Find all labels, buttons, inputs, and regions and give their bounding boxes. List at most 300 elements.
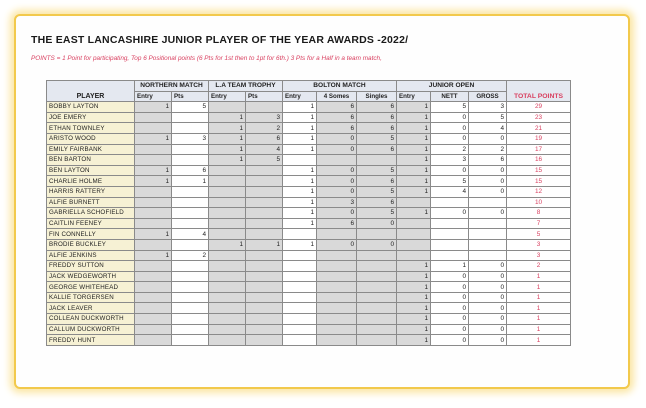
score-cell bbox=[209, 197, 246, 208]
score-cell: 0 bbox=[431, 292, 469, 303]
player-name-cell: HARRIS RATTERY bbox=[47, 186, 135, 197]
total-points-cell: 1 bbox=[507, 314, 571, 325]
score-cell: 1 bbox=[209, 112, 246, 123]
total-points-cell: 10 bbox=[507, 197, 571, 208]
score-cell: 0 bbox=[469, 186, 507, 197]
table-row bbox=[47, 186, 571, 197]
score-cell bbox=[317, 335, 357, 346]
score-cell: 1 bbox=[283, 112, 317, 123]
table-row bbox=[47, 271, 571, 282]
score-cell: 5 bbox=[246, 155, 283, 166]
score-cell bbox=[209, 165, 246, 176]
total-points-cell: 1 bbox=[507, 303, 571, 314]
player-name-cell: CAITLIN FEENEY bbox=[47, 218, 135, 229]
score-cell: 0 bbox=[469, 133, 507, 144]
table-row bbox=[47, 208, 571, 219]
score-cell bbox=[357, 314, 397, 325]
score-cell bbox=[172, 303, 209, 314]
score-cell bbox=[135, 155, 172, 166]
score-cell bbox=[469, 250, 507, 261]
score-cell: 0 bbox=[317, 239, 357, 250]
score-cell: 1 bbox=[283, 123, 317, 134]
player-name-cell: FREDDY SUTTON bbox=[47, 261, 135, 272]
player-name-cell: JOE EMERY bbox=[47, 112, 135, 123]
score-cell: 1 bbox=[283, 208, 317, 219]
score-cell: 6 bbox=[357, 102, 397, 113]
sub-header: NETT bbox=[431, 91, 469, 102]
table-row bbox=[47, 250, 571, 261]
score-cell bbox=[317, 271, 357, 282]
score-cell bbox=[283, 335, 317, 346]
score-cell bbox=[135, 261, 172, 272]
score-cell bbox=[317, 324, 357, 335]
score-cell: 0 bbox=[469, 335, 507, 346]
score-cell bbox=[283, 314, 317, 325]
score-cell bbox=[172, 314, 209, 325]
score-cell bbox=[357, 271, 397, 282]
table-row bbox=[47, 144, 571, 155]
score-cell: 6 bbox=[469, 155, 507, 166]
score-cell: 6 bbox=[357, 123, 397, 134]
score-cell bbox=[246, 303, 283, 314]
total-points-cell: 3 bbox=[507, 239, 571, 250]
score-cell bbox=[246, 218, 283, 229]
sub-header: Entry bbox=[283, 91, 317, 102]
total-points-cell: 15 bbox=[507, 176, 571, 187]
score-cell: 0 bbox=[317, 208, 357, 219]
total-points-cell: 1 bbox=[507, 292, 571, 303]
score-cell: 6 bbox=[317, 112, 357, 123]
score-cell: 0 bbox=[469, 261, 507, 272]
score-cell: 5 bbox=[357, 133, 397, 144]
score-cell bbox=[209, 324, 246, 335]
score-cell: 1 bbox=[397, 303, 431, 314]
player-name-cell: BEN BARTON bbox=[47, 155, 135, 166]
sub-header: Pts bbox=[246, 91, 283, 102]
score-cell bbox=[135, 335, 172, 346]
score-cell: 0 bbox=[317, 176, 357, 187]
table-row bbox=[47, 314, 571, 325]
table-body bbox=[47, 102, 571, 346]
score-cell bbox=[317, 314, 357, 325]
score-cell bbox=[172, 335, 209, 346]
score-cell bbox=[135, 271, 172, 282]
awards-table bbox=[46, 80, 571, 346]
player-name-cell: CALLUM DUCKWORTH bbox=[47, 324, 135, 335]
score-cell: 6 bbox=[357, 112, 397, 123]
score-cell bbox=[209, 218, 246, 229]
score-cell bbox=[172, 144, 209, 155]
score-cell: 0 bbox=[469, 176, 507, 187]
score-cell: 1 bbox=[283, 176, 317, 187]
score-cell bbox=[397, 218, 431, 229]
player-name-cell: COLLEAN DUCKWORTH bbox=[47, 314, 135, 325]
score-cell: 5 bbox=[431, 102, 469, 113]
score-cell: 1 bbox=[397, 165, 431, 176]
header-total-points: TOTAL POINTS bbox=[507, 81, 571, 102]
score-cell bbox=[209, 303, 246, 314]
sub-header: Entry bbox=[397, 91, 431, 102]
score-cell: 1 bbox=[397, 292, 431, 303]
score-cell bbox=[172, 282, 209, 293]
table-row bbox=[47, 303, 571, 314]
score-cell: 1 bbox=[397, 314, 431, 325]
score-cell: 1 bbox=[397, 102, 431, 113]
document-title: THE EAST LANCASHIRE JUNIOR PLAYER OF THE YEAR AWARDS -2022/ bbox=[31, 34, 409, 46]
score-cell bbox=[357, 292, 397, 303]
score-cell: 5 bbox=[469, 112, 507, 123]
score-cell: 2 bbox=[431, 144, 469, 155]
score-cell bbox=[283, 292, 317, 303]
score-cell bbox=[469, 229, 507, 240]
score-cell bbox=[246, 324, 283, 335]
score-cell: 0 bbox=[317, 165, 357, 176]
header-la-team-trophy: L.A TEAM TROPHY bbox=[209, 81, 283, 92]
score-cell: 1 bbox=[283, 133, 317, 144]
score-cell bbox=[209, 229, 246, 240]
score-cell bbox=[357, 261, 397, 272]
score-cell: 6 bbox=[172, 165, 209, 176]
score-cell: 1 bbox=[397, 176, 431, 187]
player-name-cell: JACK WEDGEWORTH bbox=[47, 271, 135, 282]
score-cell bbox=[431, 250, 469, 261]
score-cell bbox=[209, 208, 246, 219]
score-cell bbox=[135, 282, 172, 293]
score-cell: 3 bbox=[317, 197, 357, 208]
sub-header: GROSS bbox=[469, 91, 507, 102]
player-name-cell: FREDDY HUNT bbox=[47, 335, 135, 346]
score-cell: 2 bbox=[246, 123, 283, 134]
table-row bbox=[47, 165, 571, 176]
score-cell bbox=[246, 335, 283, 346]
score-cell bbox=[246, 282, 283, 293]
score-cell bbox=[135, 208, 172, 219]
score-cell bbox=[431, 229, 469, 240]
score-cell: 4 bbox=[172, 229, 209, 240]
sub-header: 4 Somes bbox=[317, 91, 357, 102]
player-name-cell: ALFIE JENKINS bbox=[47, 250, 135, 261]
score-cell bbox=[317, 250, 357, 261]
score-cell bbox=[172, 239, 209, 250]
total-points-cell: 1 bbox=[507, 324, 571, 335]
header-player: PLAYER bbox=[47, 81, 135, 102]
total-points-cell: 2 bbox=[507, 261, 571, 272]
score-cell bbox=[357, 324, 397, 335]
score-cell bbox=[317, 229, 357, 240]
score-cell bbox=[135, 144, 172, 155]
score-cell bbox=[317, 261, 357, 272]
score-cell bbox=[357, 303, 397, 314]
table-row bbox=[47, 102, 571, 113]
score-cell: 1 bbox=[397, 282, 431, 293]
score-cell bbox=[246, 197, 283, 208]
score-cell: 1 bbox=[209, 155, 246, 166]
score-cell bbox=[283, 271, 317, 282]
score-cell bbox=[469, 239, 507, 250]
table-row bbox=[47, 335, 571, 346]
score-cell bbox=[283, 261, 317, 272]
score-cell bbox=[357, 155, 397, 166]
score-cell bbox=[246, 271, 283, 282]
total-points-cell: 15 bbox=[507, 165, 571, 176]
total-points-cell: 23 bbox=[507, 112, 571, 123]
score-cell: 1 bbox=[209, 123, 246, 134]
score-cell: 5 bbox=[357, 165, 397, 176]
score-cell bbox=[317, 282, 357, 293]
score-cell: 0 bbox=[431, 303, 469, 314]
score-cell bbox=[246, 102, 283, 113]
score-cell: 1 bbox=[397, 112, 431, 123]
score-cell bbox=[135, 218, 172, 229]
score-cell: 6 bbox=[357, 144, 397, 155]
score-cell: 0 bbox=[431, 123, 469, 134]
score-cell: 5 bbox=[357, 208, 397, 219]
score-cell: 5 bbox=[431, 176, 469, 187]
total-points-cell: 12 bbox=[507, 186, 571, 197]
score-cell bbox=[357, 335, 397, 346]
sub-header: Entry bbox=[135, 91, 172, 102]
score-cell bbox=[172, 208, 209, 219]
score-cell bbox=[283, 229, 317, 240]
score-cell: 1 bbox=[397, 133, 431, 144]
score-cell bbox=[209, 282, 246, 293]
total-points-cell: 5 bbox=[507, 229, 571, 240]
sub-header: Entry bbox=[209, 91, 246, 102]
score-cell: 0 bbox=[469, 314, 507, 325]
score-cell bbox=[209, 176, 246, 187]
score-cell: 0 bbox=[357, 239, 397, 250]
score-cell bbox=[317, 292, 357, 303]
score-cell: 1 bbox=[209, 133, 246, 144]
score-cell: 0 bbox=[317, 133, 357, 144]
score-cell: 0 bbox=[431, 282, 469, 293]
score-cell: 1 bbox=[135, 102, 172, 113]
score-cell bbox=[397, 229, 431, 240]
score-cell: 0 bbox=[431, 112, 469, 123]
score-cell bbox=[246, 314, 283, 325]
score-cell bbox=[246, 165, 283, 176]
score-cell: 0 bbox=[431, 165, 469, 176]
score-cell bbox=[283, 155, 317, 166]
score-cell bbox=[135, 197, 172, 208]
player-name-cell: FIN CONNELLY bbox=[47, 229, 135, 240]
score-cell: 0 bbox=[431, 271, 469, 282]
header-northern-match: NORTHERN MATCH bbox=[135, 81, 209, 92]
score-cell bbox=[246, 250, 283, 261]
score-cell: 4 bbox=[469, 123, 507, 134]
score-cell: 0 bbox=[469, 292, 507, 303]
score-cell: 6 bbox=[357, 176, 397, 187]
score-cell: 0 bbox=[431, 133, 469, 144]
score-cell: 1 bbox=[283, 197, 317, 208]
table-row bbox=[47, 292, 571, 303]
score-cell: 1 bbox=[397, 335, 431, 346]
table-row bbox=[47, 239, 571, 250]
score-cell: 0 bbox=[469, 271, 507, 282]
score-cell bbox=[172, 324, 209, 335]
score-cell bbox=[246, 261, 283, 272]
score-cell: 1 bbox=[246, 239, 283, 250]
score-cell: 0 bbox=[469, 282, 507, 293]
score-cell: 1 bbox=[283, 144, 317, 155]
table-row bbox=[47, 197, 571, 208]
score-cell bbox=[283, 303, 317, 314]
score-cell bbox=[172, 218, 209, 229]
score-cell bbox=[135, 324, 172, 335]
score-cell: 0 bbox=[431, 208, 469, 219]
table-row bbox=[47, 155, 571, 166]
score-cell: 3 bbox=[431, 155, 469, 166]
score-cell bbox=[172, 261, 209, 272]
score-cell: 3 bbox=[469, 102, 507, 113]
score-cell: 1 bbox=[283, 186, 317, 197]
score-cell bbox=[135, 314, 172, 325]
score-cell bbox=[431, 218, 469, 229]
total-points-cell: 29 bbox=[507, 102, 571, 113]
score-cell: 2 bbox=[469, 144, 507, 155]
score-cell: 6 bbox=[317, 102, 357, 113]
score-cell: 1 bbox=[209, 144, 246, 155]
score-cell bbox=[209, 261, 246, 272]
score-cell bbox=[172, 155, 209, 166]
score-cell: 1 bbox=[135, 250, 172, 261]
table-row bbox=[47, 261, 571, 272]
score-cell bbox=[431, 239, 469, 250]
score-cell bbox=[283, 250, 317, 261]
score-cell: 1 bbox=[397, 208, 431, 219]
total-points-cell: 8 bbox=[507, 208, 571, 219]
player-name-cell: ETHAN TOWNLEY bbox=[47, 123, 135, 134]
score-cell: 1 bbox=[397, 186, 431, 197]
score-cell bbox=[246, 292, 283, 303]
score-cell bbox=[172, 112, 209, 123]
score-cell: 0 bbox=[469, 303, 507, 314]
table-row bbox=[47, 133, 571, 144]
score-cell: 6 bbox=[246, 133, 283, 144]
score-cell bbox=[172, 123, 209, 134]
player-name-cell: EMILY FAIRBANK bbox=[47, 144, 135, 155]
score-cell: 6 bbox=[317, 123, 357, 134]
table-row bbox=[47, 218, 571, 229]
score-cell bbox=[172, 186, 209, 197]
score-cell: 0 bbox=[469, 324, 507, 335]
score-cell: 3 bbox=[172, 133, 209, 144]
score-cell: 1 bbox=[397, 324, 431, 335]
total-points-cell: 21 bbox=[507, 123, 571, 134]
score-cell: 1 bbox=[283, 102, 317, 113]
table-row bbox=[47, 176, 571, 187]
score-cell: 5 bbox=[172, 102, 209, 113]
total-points-cell: 3 bbox=[507, 250, 571, 261]
score-cell: 5 bbox=[357, 186, 397, 197]
score-cell: 1 bbox=[397, 155, 431, 166]
score-cell bbox=[209, 314, 246, 325]
score-cell bbox=[135, 292, 172, 303]
player-name-cell: ARISTO WOOD bbox=[47, 133, 135, 144]
score-cell bbox=[357, 250, 397, 261]
score-cell bbox=[246, 208, 283, 219]
player-name-cell: BEN LAYTON bbox=[47, 165, 135, 176]
score-cell bbox=[283, 282, 317, 293]
header-junior-open: JUNIOR OPEN bbox=[397, 81, 507, 92]
score-cell: 1 bbox=[172, 176, 209, 187]
score-cell: 0 bbox=[469, 165, 507, 176]
score-cell bbox=[357, 282, 397, 293]
score-cell bbox=[317, 155, 357, 166]
score-cell: 1 bbox=[397, 261, 431, 272]
player-name-cell: BRODIE BUCKLEY bbox=[47, 239, 135, 250]
player-name-cell: BOBBY LAYTON bbox=[47, 102, 135, 113]
score-cell: 1 bbox=[431, 261, 469, 272]
score-cell: 0 bbox=[431, 314, 469, 325]
score-cell: 1 bbox=[135, 176, 172, 187]
score-cell bbox=[209, 292, 246, 303]
score-cell bbox=[209, 102, 246, 113]
score-cell bbox=[135, 239, 172, 250]
header-bolton-match: BOLTON MATCH bbox=[283, 81, 397, 92]
score-cell bbox=[246, 186, 283, 197]
score-cell bbox=[172, 292, 209, 303]
score-cell: 1 bbox=[283, 239, 317, 250]
score-cell: 0 bbox=[431, 324, 469, 335]
score-cell: 2 bbox=[172, 250, 209, 261]
player-name-cell: JACK LEAVER bbox=[47, 303, 135, 314]
score-cell bbox=[431, 197, 469, 208]
score-cell: 1 bbox=[283, 165, 317, 176]
score-cell bbox=[135, 303, 172, 314]
score-cell bbox=[172, 271, 209, 282]
table-row bbox=[47, 324, 571, 335]
score-cell: 1 bbox=[135, 133, 172, 144]
total-points-cell: 1 bbox=[507, 271, 571, 282]
score-cell bbox=[357, 229, 397, 240]
player-name-cell: CHARLIE HOLME bbox=[47, 176, 135, 187]
score-cell bbox=[135, 123, 172, 134]
total-points-cell: 1 bbox=[507, 335, 571, 346]
score-cell: 3 bbox=[246, 112, 283, 123]
score-cell bbox=[209, 271, 246, 282]
total-points-cell: 17 bbox=[507, 144, 571, 155]
score-cell: 0 bbox=[317, 186, 357, 197]
sub-header: Singles bbox=[357, 91, 397, 102]
score-cell bbox=[209, 335, 246, 346]
score-cell bbox=[397, 197, 431, 208]
score-cell: 1 bbox=[135, 229, 172, 240]
score-cell: 0 bbox=[357, 218, 397, 229]
score-cell: 4 bbox=[431, 186, 469, 197]
score-cell bbox=[209, 186, 246, 197]
score-cell: 0 bbox=[431, 335, 469, 346]
score-cell: 0 bbox=[317, 144, 357, 155]
score-cell: 1 bbox=[209, 239, 246, 250]
score-cell: 1 bbox=[397, 271, 431, 282]
score-cell: 6 bbox=[317, 218, 357, 229]
sub-header: Pts bbox=[172, 91, 209, 102]
total-points-cell: 19 bbox=[507, 133, 571, 144]
player-name-cell: GEORGE WHITEHEAD bbox=[47, 282, 135, 293]
table-row bbox=[47, 282, 571, 293]
table-row bbox=[47, 112, 571, 123]
score-cell bbox=[397, 239, 431, 250]
player-name-cell: ALFIE BURNETT bbox=[47, 197, 135, 208]
score-cell bbox=[469, 218, 507, 229]
score-cell: 6 bbox=[357, 197, 397, 208]
score-cell: 0 bbox=[469, 208, 507, 219]
score-cell bbox=[246, 229, 283, 240]
score-cell: 1 bbox=[283, 218, 317, 229]
score-cell bbox=[317, 303, 357, 314]
score-cell: 1 bbox=[397, 123, 431, 134]
